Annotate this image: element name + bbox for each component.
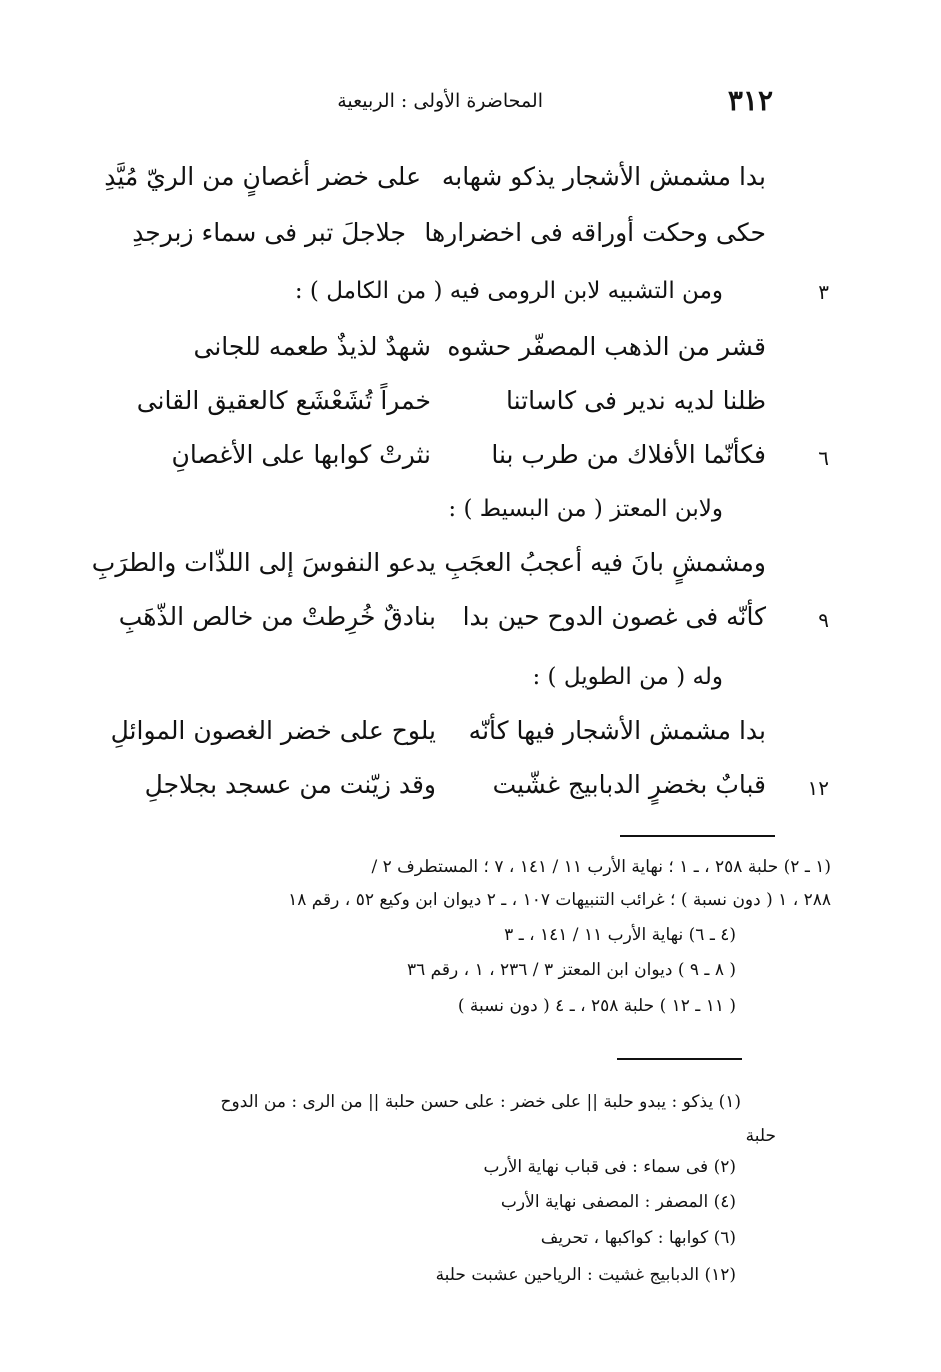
source-line-1: (١ ـ ٢) حلبة ٢٥٨ ، ـ ١ ؛ نهاية الأرب ١١ / ١٤١ ، ٧ ؛ المستطرف ٢ / — [371, 857, 831, 877]
poem2-line2-first-hemistich: ظلنا لديه ندير فى كاساتنا — [505, 386, 766, 415]
poem1-line2-second-hemistich: جلاجلَ تبر فى سماء زبرجدِ — [132, 218, 406, 247]
poem3-line2-first-hemistich: كأنّه فى غصون الدوح حين بدا — [462, 602, 766, 631]
poem2-line2-second-hemistich: خمراً تُشَعْشَع كالعقيق القانى — [136, 386, 431, 415]
poem2-line1-first-hemistich: قشر من الذهب المصفّر حشوه — [447, 332, 766, 361]
poem1-line2-first-hemistich: حكى وحكت أوراقه فى اخضرارها — [424, 218, 766, 247]
poem4-line2-first-hemistich: قبابٌ بخضرٍ الدبابيج غشّيت — [492, 770, 766, 799]
poem4-line1-second-hemistich: يلوح على خضر الغصون الموائلِ — [110, 716, 436, 745]
running-title: المحاضرة الأولى : الربيعية — [337, 90, 543, 112]
page-number: ٣١٢ — [727, 84, 773, 117]
variant-line-1-continuation: حلبة — [745, 1126, 776, 1146]
source-line-4: ( ٨ ـ ٩ ) ديوان ابن المعتز ٣ / ٢٣٦ ، ١ ، رقم ٣٦ — [406, 960, 736, 980]
intro-wa-lahu: وله ( من الطويل ) : — [532, 664, 723, 690]
poem4-line2-second-hemistich: وقد زيّنت من عسجد بجلاجلِ — [144, 770, 436, 799]
poem3-line1-first-hemistich: ومشمشٍ بانَ فيه أعجبُ العجَبِ — [444, 548, 766, 577]
line-number-12: ١٢ — [807, 776, 829, 800]
source-line-3: (٤ ـ ٦) نهاية الأرب ١١ / ١٤١ ، ـ ٣ — [504, 925, 736, 945]
sources-separator-rule — [620, 835, 775, 837]
variant-line-3: (٤) المصفر : المصفى نهاية الأرب — [500, 1192, 736, 1212]
poem2-line3-first-hemistich: فكأنّما الأفلاك من طرب بنا — [491, 440, 766, 469]
intro-ibn-al-rumi: ومن التشبيه لابن الرومى فيه ( من الكامل ) : — [294, 278, 723, 304]
variant-line-1: (١) يذكو : يبدو حلبة || على خضر : على حسن حلبة || من الرى : من الدوح — [220, 1092, 741, 1112]
poem4-line1-first-hemistich: بدا مشمش الأشجار فيها كأنّه — [468, 716, 766, 745]
source-line-5: ( ١١ ـ ١٢ ) حلبة ٢٥٨ ، ـ ٤ ( دون نسبة ) — [457, 996, 736, 1016]
variant-line-5: (١٢) الدبابيج غشيت : الرياحين عشبت حلبة — [435, 1265, 736, 1285]
poem2-line1-second-hemistich: شهدٌ لذيذٌ طعمه للجانى — [193, 332, 431, 361]
line-number-9: ٩ — [818, 608, 829, 632]
variant-line-4: (٦) كوابها : كواكبها ، تحريف — [540, 1228, 736, 1248]
line-number-6: ٦ — [818, 446, 829, 470]
poem1-line1-first-hemistich: بدا مشمش الأشجار يذكو شهابه — [441, 162, 766, 191]
intro-ibn-al-mutazz: ولابن المعتز ( من البسيط ) : — [448, 496, 723, 522]
poem2-line3-second-hemistich: نثرتْ كوابها على الأغصانِ — [171, 440, 431, 469]
poem3-line2-second-hemistich: بنادقٌ خُرِطتْ من خالص الذّهَبِ — [118, 602, 436, 631]
variant-line-2: (٢) فى سماء : فى قباب نهاية الأرب — [483, 1157, 736, 1177]
poem3-line1-second-hemistich: يدعو النفوسَ إلى اللذّات والطرَبِ — [91, 548, 436, 577]
poem1-line1-second-hemistich: على خضر أغصانٍ من الريّ مُيَّدِ — [104, 162, 421, 191]
source-line-2: ٢٨٨ ، ١ ( دون نسبة ) ؛ غرائب التنبيهات ١٠٧ ، ـ ٢ ديوان ابن وكيع ٥٢ ، رقم ١٨ — [288, 890, 831, 910]
line-number-3: ٣ — [818, 280, 829, 304]
variants-separator-rule — [617, 1058, 742, 1060]
